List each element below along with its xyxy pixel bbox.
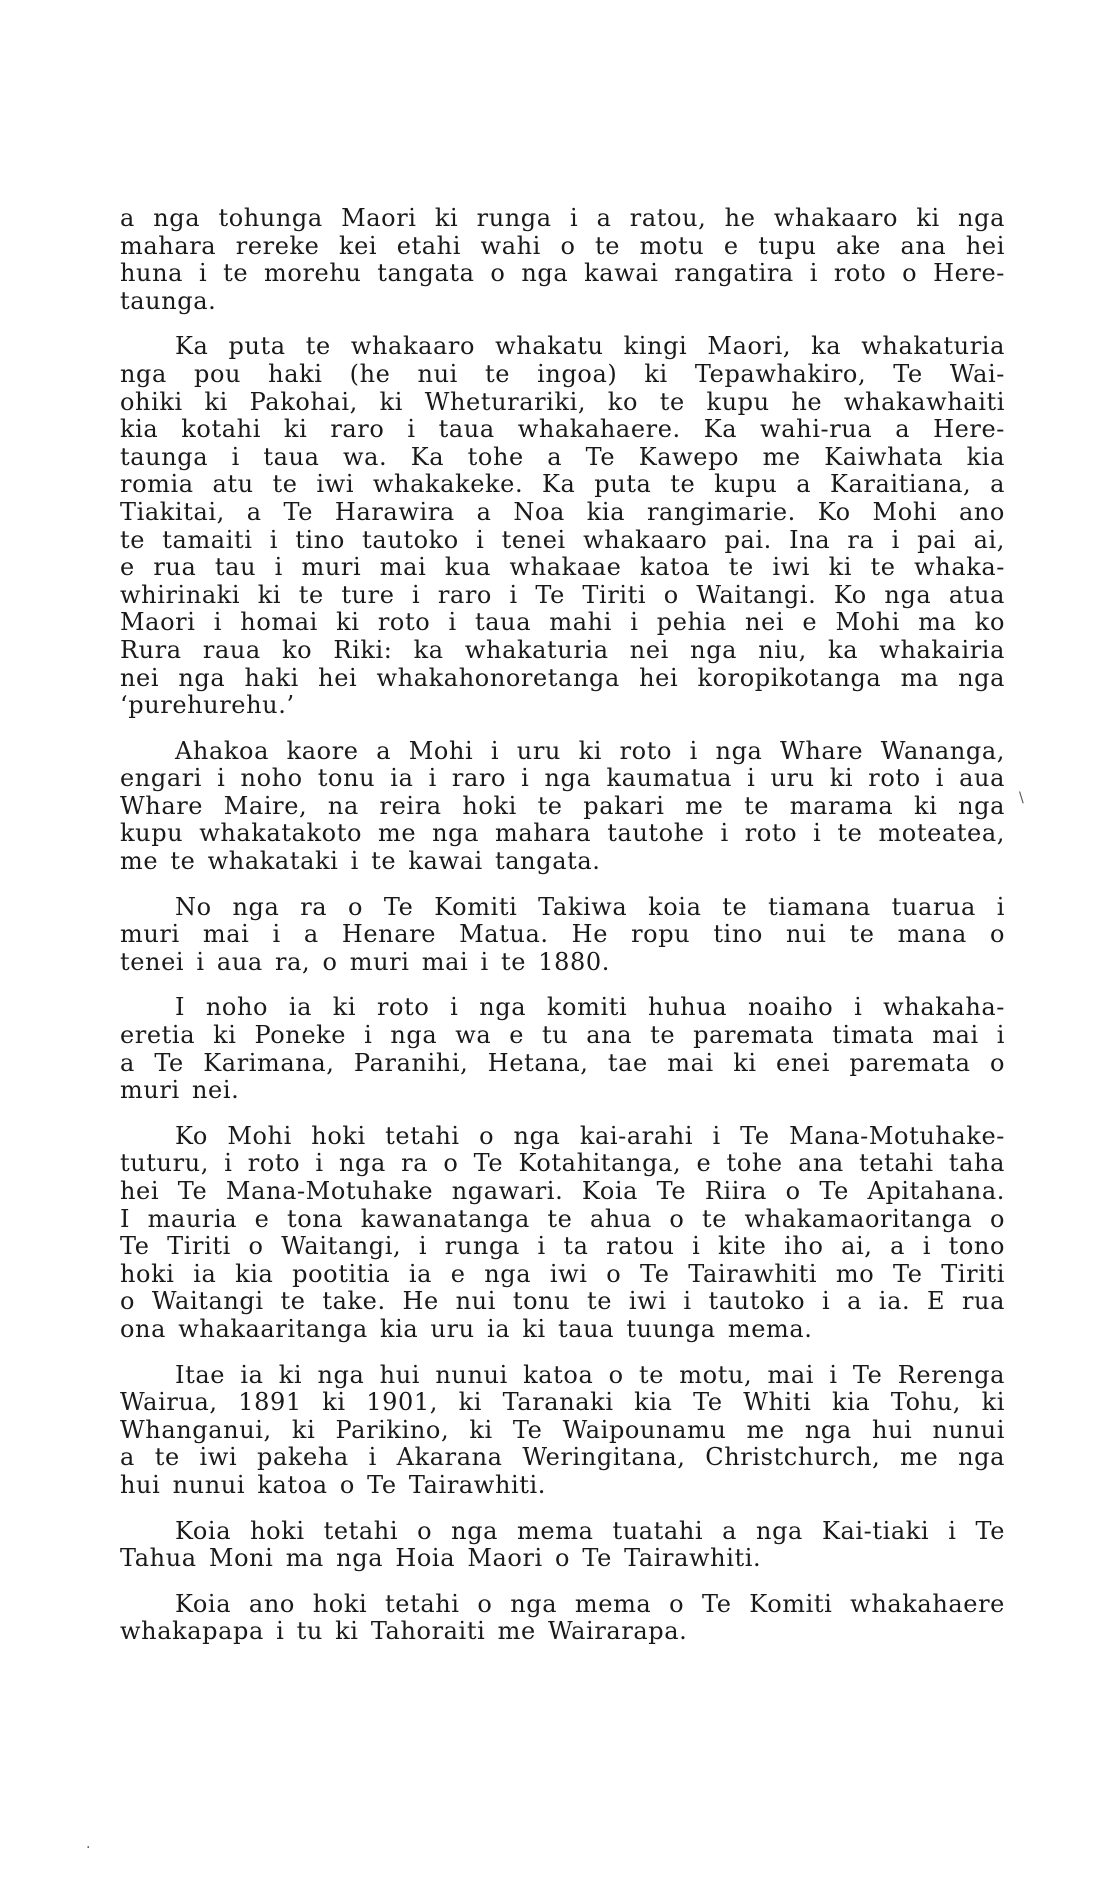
text-line: te tamaiti i tino tautoko i tenei whakaaro pai. Ina ra i pai ai, bbox=[120, 525, 1005, 554]
text-line: ohiki ki Pakohai, ki Wheturariki, ko te kupu he whakawhaiti bbox=[120, 387, 1005, 416]
text-line: eretia ki Poneke i nga wa e tu ana te paremata timata mai i bbox=[120, 1021, 1005, 1050]
text-line: Tahua Moni ma nga Hoia Maori o Te Tairawhiti. bbox=[120, 1544, 762, 1573]
text-line: nga pou haki (he nui te ingoa) ki Tepawhakiro, Te Wai- bbox=[120, 359, 1005, 388]
paragraph-p2 bbox=[120, 333, 1005, 719]
text-line: huna i te morehu tangata o nga kawai rangatira i roto o Here- bbox=[120, 259, 1005, 288]
text-line: hei Te Mana-Motuhake ngawari. Koia Te Riira o Te Apitahana. bbox=[120, 1177, 1005, 1205]
text-line: Ko Mohi hoki tetahi o nga kai-arahi i Te Mana-Motuhake- bbox=[175, 1121, 1005, 1150]
text-line: Rura raua ko Riki: ka whakaturia nei nga niu, ka whakairia bbox=[120, 635, 1005, 664]
text-line: e rua tau i muri mai kua whakaae katoa te iwi ki te whaka- bbox=[120, 553, 1005, 582]
text-line: Wairua, 1891 ki 1901, ki Taranaki kia Te Whiti kia Tohu, ki bbox=[120, 1388, 1005, 1417]
text-line: nei nga haki hei whakahonoretanga hei koropikotanga ma nga bbox=[120, 663, 1005, 692]
text-line: ‘purehurehu.’ bbox=[120, 691, 295, 720]
text-line: tenei i aua ra, o muri mai i te 1880. bbox=[120, 947, 610, 976]
text-line: mahara rereke kei etahi wahi o te motu e tupu ake ana hei bbox=[120, 231, 1005, 260]
text-line: engari i noho tonu ia i raro i nga kaumatua i uru ki roto i aua bbox=[120, 764, 1005, 793]
text-line: tuturu, i roto i nga ra o Te Kotahitanga, e tohe ana tetahi taha bbox=[120, 1149, 1005, 1178]
text-line: taunga i taua wa. Ka tohe a Te Kawepo me Kaiwhata kia bbox=[120, 442, 1005, 471]
text-line: Whare Maire, na reira hoki te pakari me te marama ki nga bbox=[120, 791, 1005, 820]
text-line: Whanganui, ki Parikino, ki Te Waipounamu me nga hui nunui bbox=[120, 1415, 1005, 1444]
paragraph-p9 bbox=[120, 1591, 1005, 1646]
text-line: me te whakataki i te kawai tangata. bbox=[120, 847, 601, 876]
text-line: muri nei. bbox=[120, 1076, 240, 1105]
paragraph-p8 bbox=[120, 1518, 1005, 1573]
text-line: whakapapa i tu ki Tahoraiti me Wairarapa. bbox=[120, 1617, 688, 1646]
text-line: I noho ia ki roto i nga komiti huhua noaiho i whakaha- bbox=[175, 993, 1005, 1022]
paragraph-p7 bbox=[120, 1362, 1005, 1500]
text-line: kia kotahi ki raro i taua whakahaere. Ka wahi-rua a Here- bbox=[120, 415, 1005, 444]
paragraph-p6 bbox=[120, 1123, 1005, 1344]
text-line: romia atu te iwi whakakeke. Ka puta te kupu a Karaitiana, a bbox=[120, 470, 1005, 499]
text-line: Koia hoki tetahi o nga mema tuatahi a nga Kai-tiaki i Te bbox=[175, 1516, 1005, 1545]
text-line: Maori i homai ki roto i taua mahi i pehia nei e Mohi ma ko bbox=[120, 608, 1005, 637]
text-line: Tiakitai, a Te Harawira a Noa kia rangimarie. Ko Mohi ano bbox=[120, 497, 1005, 526]
text-line: No nga ra o Te Komiti Takiwa koia te tiamana tuarua i bbox=[175, 892, 1005, 921]
text-line: kupu whakatakoto me nga mahara tautohe i roto i te moteatea, bbox=[120, 819, 1005, 848]
paragraph-p5 bbox=[120, 994, 1005, 1104]
margin-dot-mark: . bbox=[86, 1836, 91, 1852]
text-line: a te iwi pakeha i Akarana Weringitana, Christchurch, me nga bbox=[120, 1443, 1005, 1472]
text-line: whirinaki ki te ture i raro i Te Tiriti o Waitangi. Ko nga atua bbox=[120, 580, 1005, 609]
paragraph-p3 bbox=[120, 738, 1005, 876]
text-line: Te Tiriti o Waitangi, i runga i ta ratou i kite iho ai, a i tono bbox=[120, 1232, 1005, 1261]
paragraph-p4 bbox=[120, 894, 1005, 977]
text-line: muri mai i a Henare Matua. He ropu tino nui te mana o bbox=[120, 920, 1005, 949]
text-line: hui nunui katoa o Te Tairawhiti. bbox=[120, 1470, 547, 1499]
text-line: Itae ia ki nga hui nunui katoa o te motu, mai i Te Rerenga bbox=[175, 1360, 1005, 1389]
margin-tick-mark: \ bbox=[1019, 790, 1024, 806]
paragraph-p1 bbox=[120, 205, 1005, 315]
document-page bbox=[120, 205, 1005, 1664]
text-line: taunga. bbox=[120, 286, 217, 315]
text-line: Ahakoa kaore a Mohi i uru ki roto i nga Whare Wananga, bbox=[175, 736, 1005, 765]
text-line: ona whakaaritanga kia uru ia ki taua tuunga mema. bbox=[120, 1314, 813, 1343]
text-line: I mauria e tona kawanatanga te ahua o te whakamaoritanga o bbox=[120, 1204, 1005, 1233]
text-line: o Waitangi te take. He nui tonu te iwi i tautoko i a ia. E rua bbox=[120, 1287, 1005, 1316]
text-line: a nga tohunga Maori ki runga i a ratou, he whakaaro ki nga bbox=[120, 204, 1005, 232]
text-line: hoki ia kia pootitia ia e nga iwi o Te Tairawhiti mo Te Tiriti bbox=[120, 1259, 1005, 1288]
text-line: Ka puta te whakaaro whakatu kingi Maori, ka whakaturia bbox=[175, 332, 1005, 361]
text-line: a Te Karimana, Paranihi, Hetana, tae mai ki enei paremata o bbox=[120, 1048, 1005, 1077]
text-line: Koia ano hoki tetahi o nga mema o Te Komiti whakahaere bbox=[175, 1589, 1005, 1618]
